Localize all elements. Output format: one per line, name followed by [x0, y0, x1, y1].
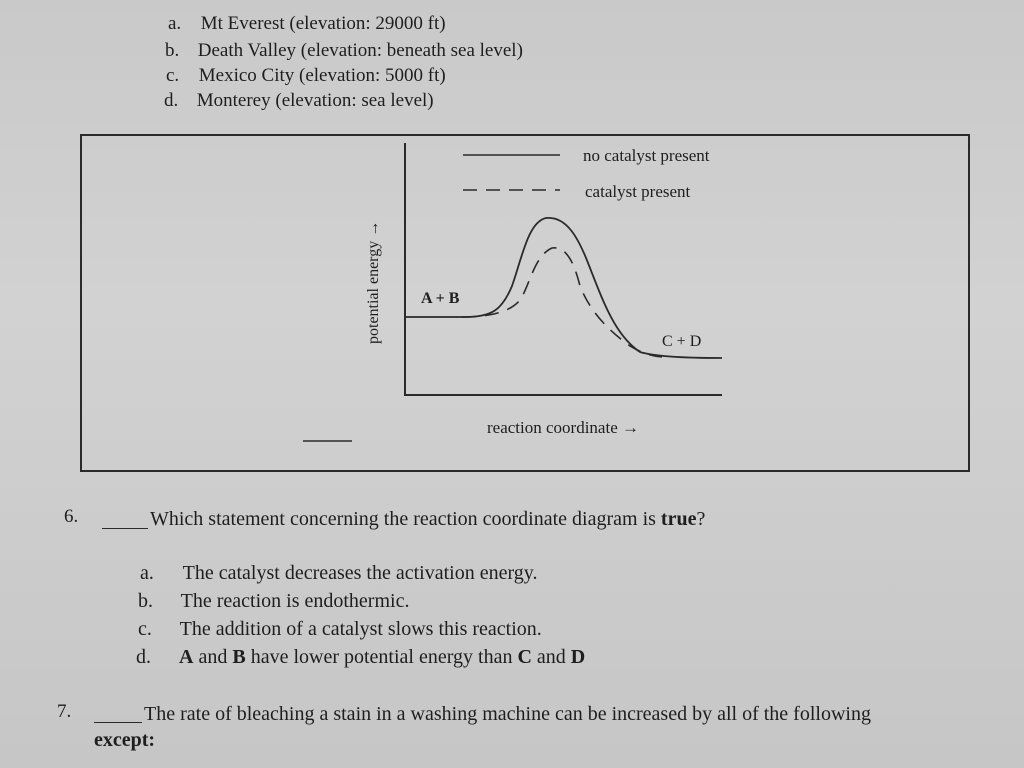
- q6-choice-d: [136, 646, 585, 669]
- curve-catalyst: [462, 248, 662, 357]
- choice-letter: b.: [165, 40, 180, 61]
- q6-choice-a: [140, 562, 537, 585]
- question-text: [150, 508, 705, 531]
- choice-text: have lower potential energy than: [245, 646, 518, 668]
- choice-text: Mexico City (elevation: 5000 ft): [198, 65, 446, 86]
- choice-letter: c.: [138, 618, 152, 640]
- choice-text-bold: B: [232, 646, 246, 668]
- question-text-line2: except:: [94, 729, 156, 751]
- products-label: C + D: [662, 333, 702, 350]
- choice-text: and: [531, 646, 571, 668]
- question-number: 6.: [64, 506, 79, 527]
- choice-text-bold: D: [570, 646, 586, 668]
- question-text: The rate of bleaching a stain in a washing machine can be increased by all of the following: [144, 703, 871, 725]
- y-axis-label: potential energy →: [365, 220, 382, 344]
- choice-letter: a.: [140, 562, 154, 584]
- choice-text: The catalyst decreases the activation energy.: [182, 562, 538, 584]
- choice-text-bold: C: [517, 646, 532, 668]
- choice-text: Mt Everest (elevation: 29000 ft): [200, 13, 446, 34]
- question-text-emphasis: true: [660, 508, 697, 530]
- reactants-label: A + B: [421, 290, 460, 307]
- choice-letter: a.: [168, 13, 182, 34]
- choice-text: and: [193, 646, 233, 668]
- question-text-end: ?: [696, 508, 706, 530]
- answer-blank-6[interactable]: [102, 508, 148, 529]
- choice-text: Monterey (elevation: sea level): [196, 90, 434, 111]
- q6-choice-c: [138, 618, 542, 641]
- choice-letter: d.: [164, 90, 179, 111]
- choice-text: The reaction is endothermic.: [180, 590, 410, 612]
- x-axis-label: reaction coordinate →: [487, 418, 639, 437]
- question-text-main: Which statement concerning the reaction coordinate diagram is: [150, 508, 661, 530]
- q6-choice-b: [138, 590, 409, 613]
- choice-letter: c.: [166, 65, 180, 86]
- choice-text: Death Valley (elevation: beneath sea level): [197, 40, 523, 61]
- question-number: 7.: [57, 701, 72, 722]
- choice-letter: b.: [138, 590, 153, 612]
- choice-text: The addition of a catalyst slows this reaction.: [179, 618, 542, 640]
- choice-letter: d.: [136, 646, 151, 668]
- legend-solid-label: no catalyst present: [583, 146, 710, 165]
- legend-dashed-label: catalyst present: [585, 182, 691, 201]
- choice-text-bold: A: [179, 646, 194, 668]
- answer-blank-7[interactable]: [94, 702, 142, 723]
